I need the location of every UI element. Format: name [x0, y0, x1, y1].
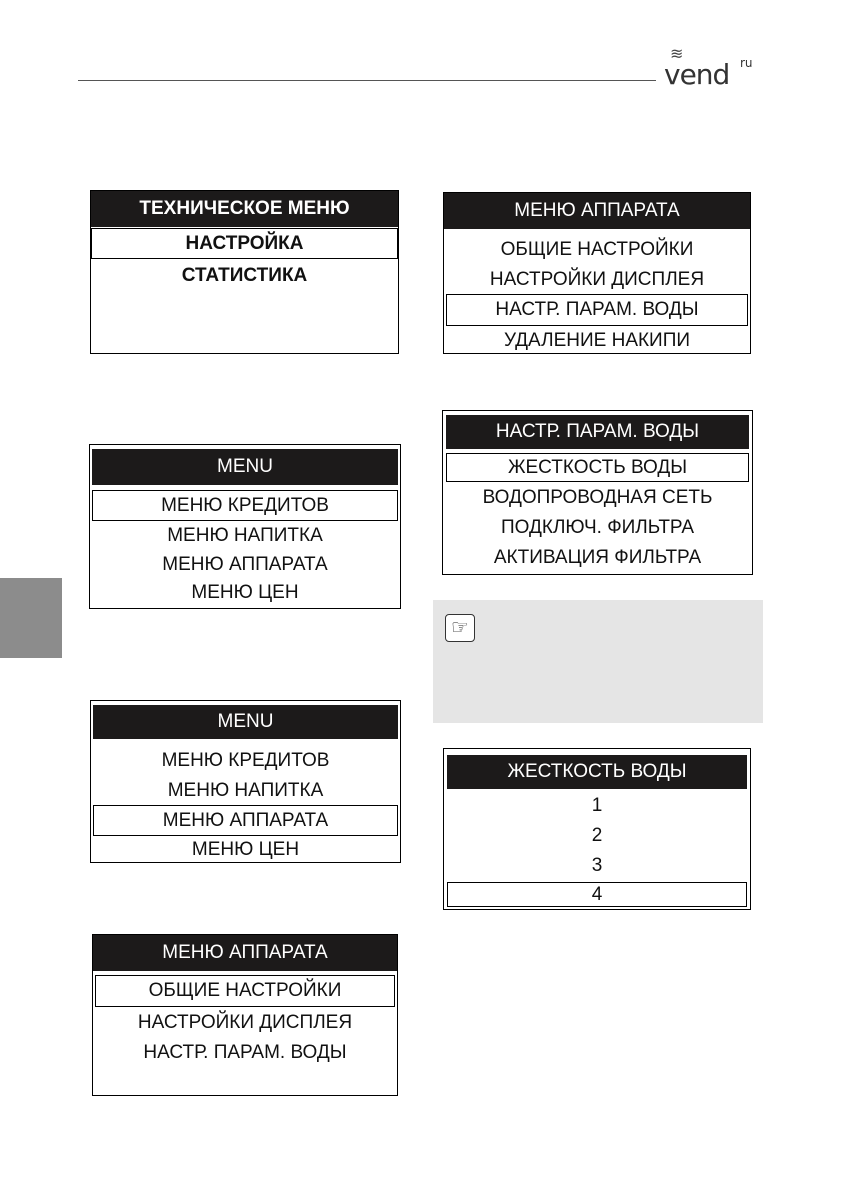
screen-water-params	[442, 410, 753, 575]
screen-title: MENU	[92, 449, 398, 485]
logo-word: vend	[664, 58, 730, 91]
menu-item-display-settings[interactable]: НАСТРОЙКИ ДИСПЛЕЯ	[137, 1012, 353, 1033]
menu-item-water-hardness[interactable]: ЖЕСТКОСТЬ ВОДЫ	[446, 453, 749, 482]
screen-title: МЕНЮ АППАРАТА	[444, 193, 750, 229]
screen-machine-menu-1	[92, 934, 398, 1096]
menu-item-descaling[interactable]: УДАЛЕНИЕ НАКИПИ	[503, 329, 691, 351]
menu-item-water-params[interactable]: НАСТР. ПАРАМ. ВОДЫ	[446, 294, 748, 326]
menu-item-credits[interactable]: МЕНЮ КРЕДИТОВ	[92, 490, 398, 521]
header-rule	[78, 80, 656, 81]
screen-water-hardness	[443, 748, 751, 910]
menu-item-drink[interactable]: МЕНЮ НАПИТКА	[167, 780, 324, 801]
menu-item-prices[interactable]: МЕНЮ ЦЕН	[191, 582, 299, 603]
chapter-side-tab	[0, 578, 62, 658]
steam-icon: ≋	[670, 44, 681, 63]
vend-logo	[664, 44, 774, 94]
pointing-hand-icon: ☞	[445, 614, 475, 642]
screen-machine-menu-2	[443, 192, 751, 354]
menu-item-water-params[interactable]: НАСТР. ПАРАМ. ВОДЫ	[143, 1042, 347, 1063]
note-box	[433, 600, 763, 723]
screen-title: ЖЕСТКОСТЬ ВОДЫ	[447, 755, 747, 789]
hardness-option-1[interactable]: 1	[591, 795, 603, 816]
menu-item-filter-connection[interactable]: ПОДКЛЮЧ. ФИЛЬТРА	[500, 517, 695, 538]
menu-item-general-settings[interactable]: ОБЩИЕ НАСТРОЙКИ	[500, 239, 694, 260]
hardness-option-3[interactable]: 3	[591, 855, 603, 876]
menu-item-machine[interactable]: МЕНЮ АППАРАТА	[93, 805, 398, 836]
menu-item-statistics[interactable]: СТАТИСТИКА	[181, 264, 308, 286]
menu-item-display-settings[interactable]: НАСТРОЙКИ ДИСПЛЕЯ	[489, 269, 705, 290]
screen-title: МЕНЮ АППАРАТА	[93, 935, 397, 971]
screen-tech-menu	[90, 190, 399, 354]
hardness-option-2[interactable]: 2	[591, 825, 603, 846]
menu-item-prices[interactable]: МЕНЮ ЦЕН	[191, 838, 300, 860]
screen-title: НАСТР. ПАРАМ. ВОДЫ	[446, 415, 749, 449]
menu-item-water-supply[interactable]: ВОДОПРОВОДНАЯ СЕТЬ	[482, 487, 713, 508]
logo-suffix: ru	[740, 56, 753, 70]
screen-menu-2	[90, 700, 401, 863]
screen-title: MENU	[93, 705, 398, 739]
menu-item-filter-activation[interactable]: АКТИВАЦИЯ ФИЛЬТРА	[493, 547, 702, 568]
hardness-option-4[interactable]: 4	[447, 882, 747, 907]
menu-item-credits[interactable]: МЕНЮ КРЕДИТОВ	[161, 750, 330, 771]
menu-item-machine[interactable]: МЕНЮ АППАРАТА	[162, 554, 328, 575]
menu-item-general-settings[interactable]: ОБЩИЕ НАСТРОЙКИ	[95, 975, 395, 1007]
menu-item-settings[interactable]: НАСТРОЙКА	[91, 228, 398, 259]
menu-item-drink[interactable]: МЕНЮ НАПИТКА	[167, 525, 323, 546]
screen-title: ТЕХНИЧЕСКОЕ МЕНЮ	[91, 191, 398, 227]
screen-menu-1	[89, 444, 401, 609]
